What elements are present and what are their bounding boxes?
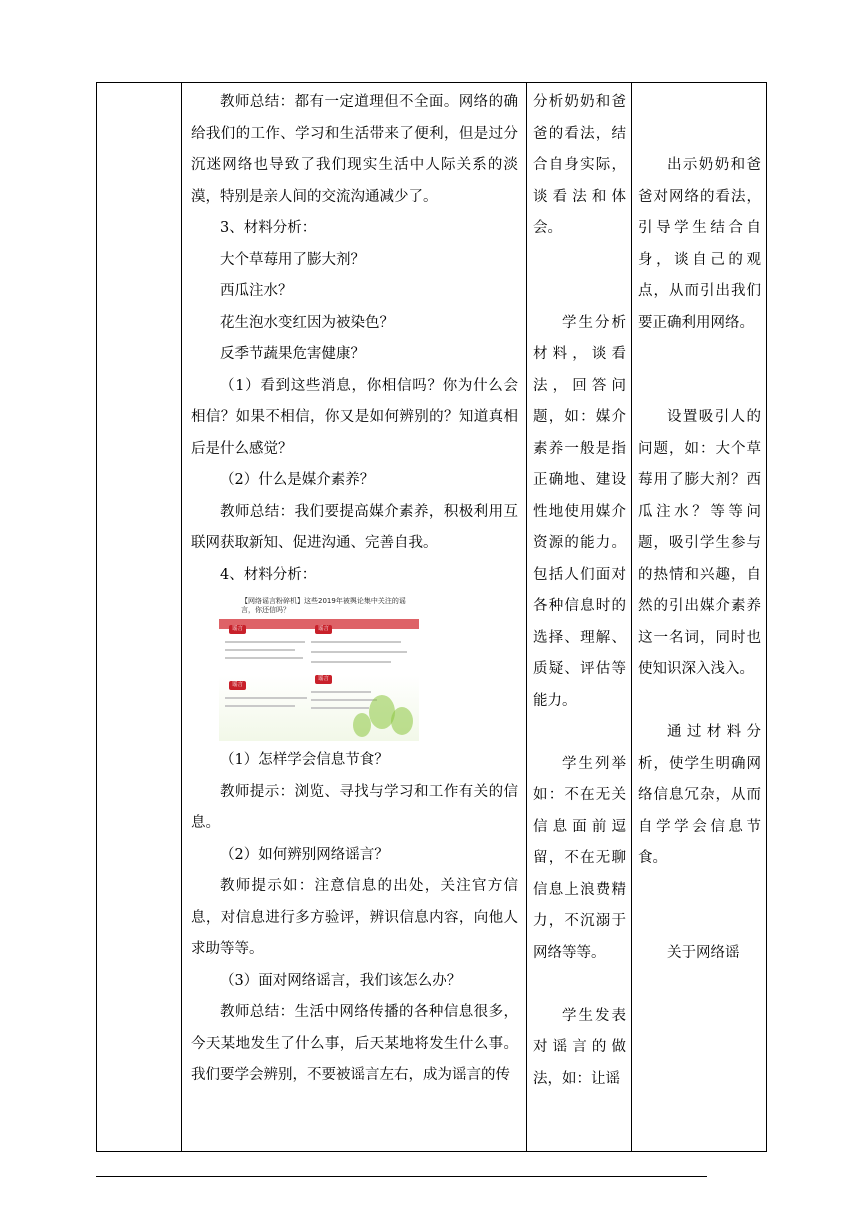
- paragraph: 反季节蔬果危害健康？: [220, 346, 365, 362]
- student-activity: 学生分析材料，谈看法，回答问题，如：媒介素养一般是指正确地、建设性地使用媒介资源的能力。包括人们面对各种信息时的选择、理解、质疑、评估等能力。: [533, 314, 626, 709]
- figure-text-line: [311, 691, 371, 693]
- design-intent: 出示奶奶和爸爸对网络的看法，引导学生结合自身，谈自己的观点，从而引出我们要正确利用网络。: [638, 157, 761, 331]
- figure-text-line: [225, 657, 303, 659]
- design-intent: 通过材料分析，使学生明确网络信息冗杂，从而自学学会信息节食。: [638, 724, 761, 866]
- question: （2）什么是媒介素养？: [220, 472, 375, 488]
- rumor-badge: 谣言: [229, 681, 246, 690]
- rumor-badge: 谣言: [315, 675, 332, 684]
- paragraph: 教师总结：都有一定道理但不全面。网络的确给我们的工作、学习和生活带来了便利，但是过分沉迷网络也导致了我们现实生活中人际关系的淡漠，特别是亲人间的交流沟通减少了。: [191, 94, 518, 205]
- rumor-badge: 谣言: [229, 625, 246, 634]
- figure-text-line: [225, 705, 295, 707]
- student-activity: 学生发表对谣言的做法，如：让谣: [533, 1007, 626, 1087]
- paragraph: 西瓜注水？: [220, 283, 293, 299]
- paragraph: 教师总结：生活中网络传播的各种信息很多，今天某地发生了什么事，后天某地将发生什么事。我们要学会辨别，不要被谣言左右，成为谣言的传: [191, 1004, 518, 1083]
- design-intent: 设置吸引人的问题，如：大个草莓用了膨大剂？西瓜注水？等等问题，吸引学生参与的热情和兴趣，自然的引出媒介素养这一名词，同时也使知识深入浅入。: [638, 409, 761, 677]
- stage-column-cell: [97, 83, 182, 1152]
- leaf-decoration: [353, 713, 371, 737]
- student-activity: 学生列举如：不在无关信息面前逗留，不在无聊信息上浪费精力，不沉溺于网络等等。: [533, 755, 626, 961]
- figure-title: 【网络谣言粉碎机】这些2019年被舆论集中关注的谣言，你还信吗？: [241, 597, 406, 614]
- design-intent: 关于网络谣: [667, 944, 740, 961]
- leaf-decoration: [391, 707, 413, 735]
- figure-text-line: [311, 651, 407, 653]
- design-intent-cell: [632, 83, 767, 1152]
- question: （3）面对网络谣言，我们该怎么办？: [220, 972, 462, 989]
- figure-text-line: [311, 699, 377, 701]
- figure-text-line: [225, 697, 307, 699]
- student-activity-cell: [527, 83, 632, 1152]
- paragraph: 教师总结：我们要提高媒介素养，积极利用互联网获取新知、促进沟通、完善自我。: [191, 503, 518, 551]
- question: （1）怎样学会信息节食？: [220, 752, 389, 768]
- figure-text-line: [311, 661, 391, 663]
- section-heading: 4、材料分析：: [220, 566, 317, 583]
- lesson-plan-table: [96, 82, 767, 1152]
- rumor-badge: 谣言: [315, 625, 332, 634]
- rumor-material-image: [219, 595, 419, 741]
- paragraph: 教师提示：浏览、寻找与学习和工作有关的信息。: [191, 783, 518, 831]
- figure-text-line: [311, 641, 401, 643]
- paragraph: 教师提示如：注意信息的出处，关注官方信息，对信息进行多方验评，辨识信息内容，向他人求助等等。: [191, 878, 518, 957]
- section-heading: 3、材料分析：: [220, 220, 317, 236]
- student-activity: 分析奶奶和爸爸的看法，结合自身实际，谈看法和体会。: [533, 94, 626, 236]
- figure-text-line: [311, 707, 369, 709]
- question: （1）看到这些消息，你相信吗？你为什么会相信？如果不相信，你又是如何辨别的？知道真相后是什么感觉？: [191, 377, 518, 457]
- paragraph: 花生泡水变红因为被染色？: [220, 314, 394, 331]
- figure-text-line: [225, 649, 295, 651]
- question: （2）如何辨别网络谣言？: [220, 846, 389, 863]
- footer-rule: [96, 1176, 707, 1177]
- figure-text-line: [225, 641, 305, 643]
- paragraph: 大个草莓用了膨大剂？: [220, 251, 365, 268]
- teaching-process-cell: [182, 83, 527, 1152]
